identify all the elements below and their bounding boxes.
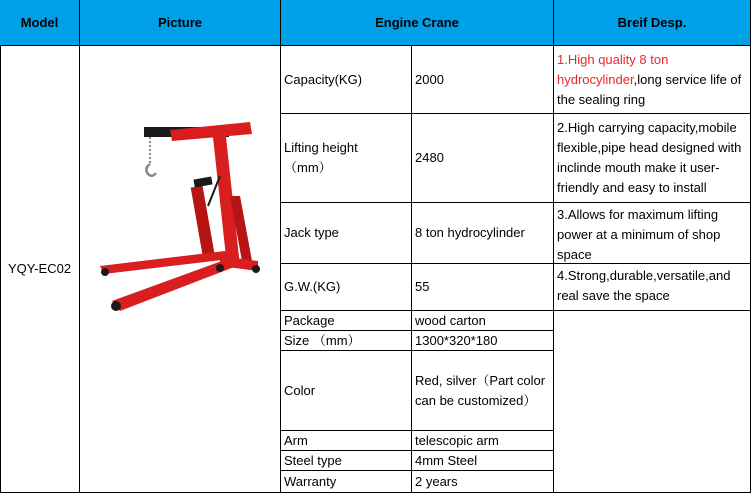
spec-label: G.W.(KG): [281, 264, 412, 311]
spec-label: Jack type: [281, 203, 412, 264]
spec-value: 8 ton hydrocylinder: [412, 203, 554, 264]
engine-crane-image: [80, 46, 280, 493]
spec-label: Color: [281, 351, 412, 431]
header-model: Model: [0, 0, 80, 46]
hook: [146, 164, 156, 176]
spec-value: 4mm Steel: [412, 451, 554, 471]
wheel-front-left: [111, 301, 121, 311]
spec-value: 55: [412, 264, 554, 311]
spec-label: Size （mm）: [281, 331, 412, 351]
description-1-highlight: 1.High quality 8 ton hydrocylinder: [557, 52, 669, 87]
spec-value: 2 years: [412, 471, 554, 493]
spec-value: Red, silver（Part color can be customized）: [412, 351, 554, 431]
description-empty: [554, 311, 751, 493]
spec-value: wood carton: [412, 311, 554, 331]
description-3: 3.Allows for maximum lifting power at a minimum of shop space: [554, 203, 751, 264]
wheel-front-right: [101, 268, 109, 276]
header-brief-desc: Breif Desp.: [554, 0, 751, 46]
spec-label: Package: [281, 311, 412, 331]
jack-head: [193, 176, 212, 187]
description-2: 2.High carrying capacity,mobile flexible,pipe head designed with inclinde mouth make it user-friendly and easy to install: [554, 114, 751, 203]
spec-value: 1300*320*180: [412, 331, 554, 351]
spec-label: Arm: [281, 431, 412, 451]
header-engine-crane: Engine Crane: [281, 0, 554, 46]
spec-value: telescopic arm: [412, 431, 554, 451]
wheel-rear-inner: [216, 264, 224, 272]
boom-arm: [170, 122, 252, 141]
spec-value: 2000: [412, 46, 554, 114]
spec-value: 2480: [412, 114, 554, 203]
picture-cell: [80, 46, 281, 493]
description-1: [554, 46, 751, 114]
header-picture: Picture: [80, 0, 281, 46]
spec-label: Capacity(KG): [281, 46, 412, 114]
description-1-rest: ,long service life of the sealing ring: [557, 72, 742, 107]
model-value: YQY-EC02: [0, 46, 80, 493]
spec-label: Lifting height （mm）: [281, 114, 412, 203]
spec-label: Steel type: [281, 451, 412, 471]
wheel-rear: [252, 265, 260, 273]
spec-label: Warranty: [281, 471, 412, 493]
description-4: 4.Strong,durable,versatile,and real save the space: [554, 264, 751, 311]
